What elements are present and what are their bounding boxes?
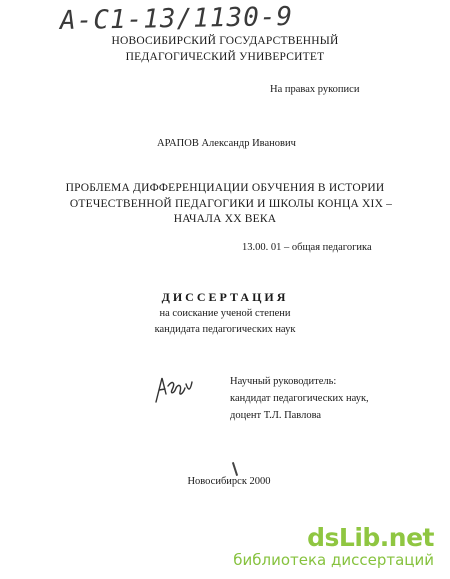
university-line-2: ПЕДАГОГИЧЕСКИЙ УНИВЕРСИТЕТ bbox=[125, 51, 325, 63]
degree-line-1: на соискание ученой степени bbox=[159, 308, 291, 319]
archive-stamp: А-С1-13/1130-9 bbox=[59, 1, 294, 37]
dslib-logo: dsLib.net bbox=[307, 523, 434, 552]
place-year: Новосибирск 2000 bbox=[187, 476, 271, 487]
degree-line-2: кандидата педагогических наук bbox=[154, 324, 296, 335]
specialty-code: 13.00. 01 – общая педагогика bbox=[242, 242, 372, 253]
author-name: АРАПОВ Александр Иванович bbox=[157, 138, 296, 149]
title-line-3: НАЧАЛА XX ВЕКА bbox=[173, 213, 277, 225]
handwritten-signature bbox=[152, 372, 194, 406]
supervisor-degree: кандидат педагогических наук, bbox=[230, 393, 369, 404]
title-line-1: ПРОБЛЕМА ДИФФЕРЕНЦИАЦИИ ОБУЧЕНИЯ В ИСТОРИИ bbox=[65, 182, 385, 194]
supervisor-label: Научный руководитель: bbox=[230, 376, 337, 387]
pen-mark bbox=[232, 462, 238, 476]
manuscript-rights: На правах рукописи bbox=[270, 84, 360, 95]
university-line-1: НОВОСИБИРСКИЙ ГОСУДАРСТВЕННЫЙ bbox=[111, 35, 339, 47]
dissertation-heading: ДИССЕРТАЦИЯ bbox=[161, 290, 289, 304]
dslib-subtitle: библиотека диссертаций bbox=[233, 551, 434, 569]
title-line-2: ОТЕЧЕСТВЕННОЙ ПЕДАГОГИКИ И ШКОЛЫ КОНЦА XIX – bbox=[69, 198, 393, 210]
supervisor-name: доцент Т.Л. Павлова bbox=[230, 410, 322, 421]
dslib-watermark bbox=[233, 525, 434, 569]
